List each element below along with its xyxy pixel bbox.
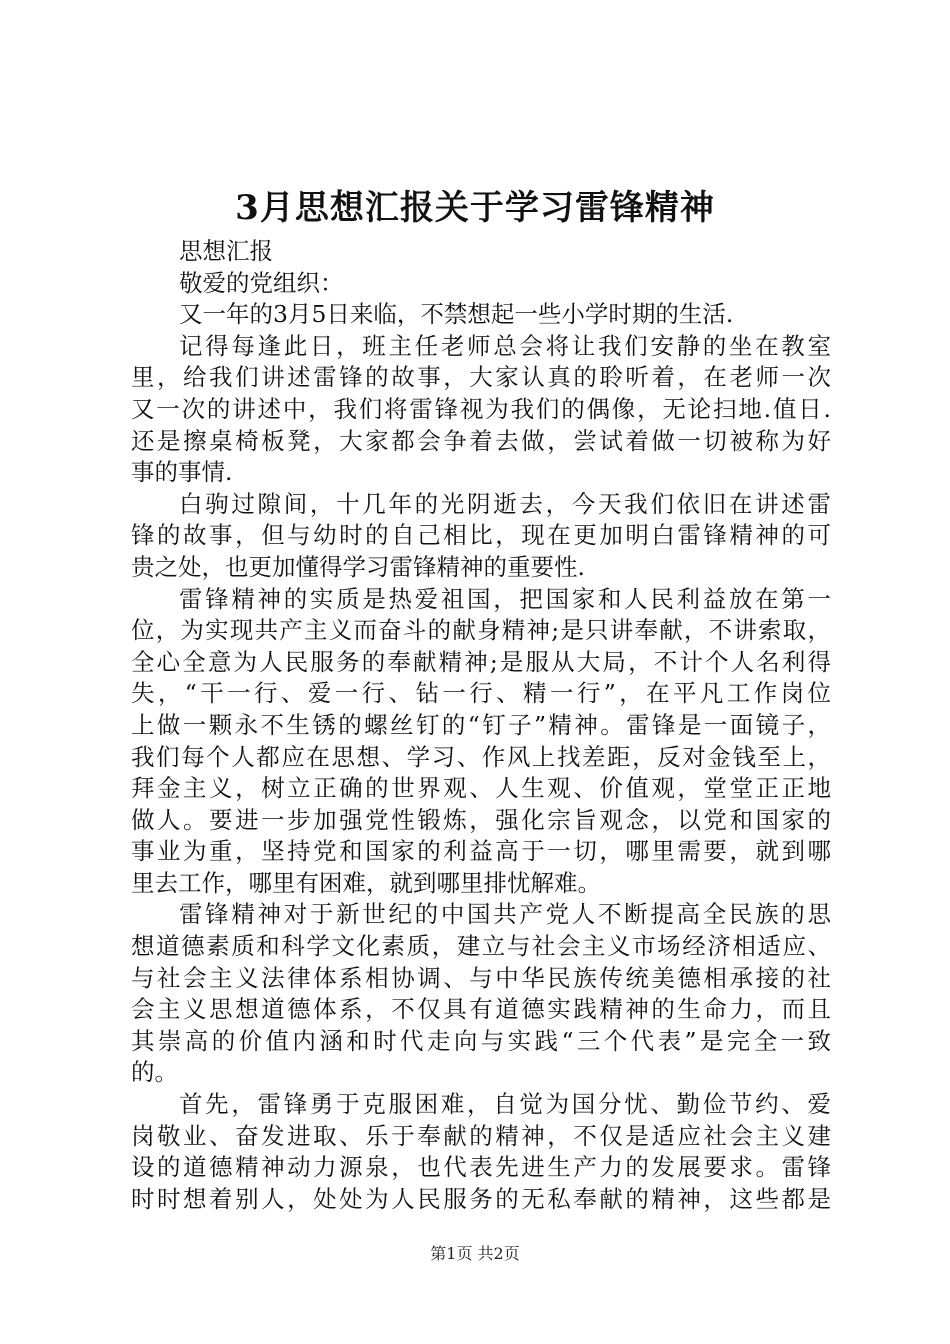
body-line: 又一年的3月5日来临，不禁想起一些小学时期的生活. [179, 300, 734, 329]
body-line: 的。 [131, 1058, 178, 1087]
body-line: 时时想着别人，处处为人民服务的无私奉献的精神，这些都是 [131, 1184, 831, 1213]
body-line: 记得每逢此日，班主任老师总会将让我们安静的坐在教室 [179, 331, 831, 360]
body-line: 思想汇报 [179, 237, 273, 265]
body-line: 想道德素质和科学文化素质，建立与社会主义市场经济相适应、 [131, 932, 831, 961]
body-line: 首先，雷锋勇于克服困难，自觉为国分忧、勤俭节约、爱 [179, 1090, 831, 1119]
body-line: 设的道德精神动力源泉，也代表先进生产力的发展要求。雷锋 [131, 1153, 831, 1182]
body-line: 事的事情. [131, 458, 233, 487]
body-line: 事业为重，坚持党和国家的利益高于一切，哪里需要，就到哪 [131, 837, 831, 866]
document-body [131, 236, 831, 1215]
body-line: 雷锋精神对于新世纪的中国共产党人不断提高全民族的思 [179, 900, 831, 929]
body-line: 敬爱的党组织： [179, 268, 344, 297]
body-line: 里，给我们讲述雷锋的故事，大家认真的聆听着，在老师一次 [131, 363, 831, 392]
body-line: 还是擦桌椅板凳，大家都会争着去做，尝试着做一切被称为好 [131, 426, 831, 455]
body-line: 贵之处，也更加懂得学习雷锋精神的重要性. [131, 552, 585, 581]
body-line: 我们每个人都应在思想、学习、作风上找差距，反对金钱至上， [131, 742, 831, 771]
body-line: 白驹过隙间，十几年的光阴逝去，今天我们依旧在讲述雷 [179, 489, 831, 518]
body-line: 锋的故事，但与幼时的自己相比，现在更加明白雷锋精神的可 [131, 521, 831, 550]
body-line: 做人。要进一步加强党性锻炼，强化宗旨观念，以党和国家的 [131, 805, 831, 834]
document-title: 3月思想汇报关于学习雷锋精神 [235, 188, 715, 228]
page-footer: 第1页 共2页 [430, 1244, 520, 1263]
body-line: 失，“干一行、爱一行、钻一行、精一行”，在平凡工作岗位 [131, 679, 831, 708]
body-line: 拜金主义，树立正确的世界观、人生观、价值观，堂堂正正地 [131, 774, 831, 803]
body-line: 雷锋精神的实质是热爱祖国，把国家和人民利益放在第一 [179, 584, 831, 613]
body-line: 岗敬业、奋发进取、乐于奉献的精神，不仅是适应社会主义建 [131, 1121, 831, 1150]
body-line: 上做一颗永不生锈的螺丝钉的“钉子”精神。雷锋是一面镜子， [131, 710, 831, 739]
body-line: 与社会主义法律体系相协调、与中华民族传统美德相承接的社 [131, 963, 831, 992]
body-line: 又一次的讲述中，我们将雷锋视为我们的偶像，无论扫地.值日. [131, 394, 831, 423]
body-line: 会主义思想道德体系，不仅具有道德实践精神的生命力，而且 [131, 995, 831, 1024]
body-line: 其崇高的价值内涵和时代走向与实践“三个代表”是完全一致 [131, 1026, 831, 1055]
body-line: 里去工作，哪里有困难，就到哪里排忧解难。 [131, 868, 601, 897]
body-line: 位，为实现共产主义而奋斗的献身精神;是只讲奉献，不讲索取， [131, 616, 831, 645]
body-line: 全心全意为人民服务的奉献精神;是服从大局，不计个人名利得 [131, 647, 831, 676]
